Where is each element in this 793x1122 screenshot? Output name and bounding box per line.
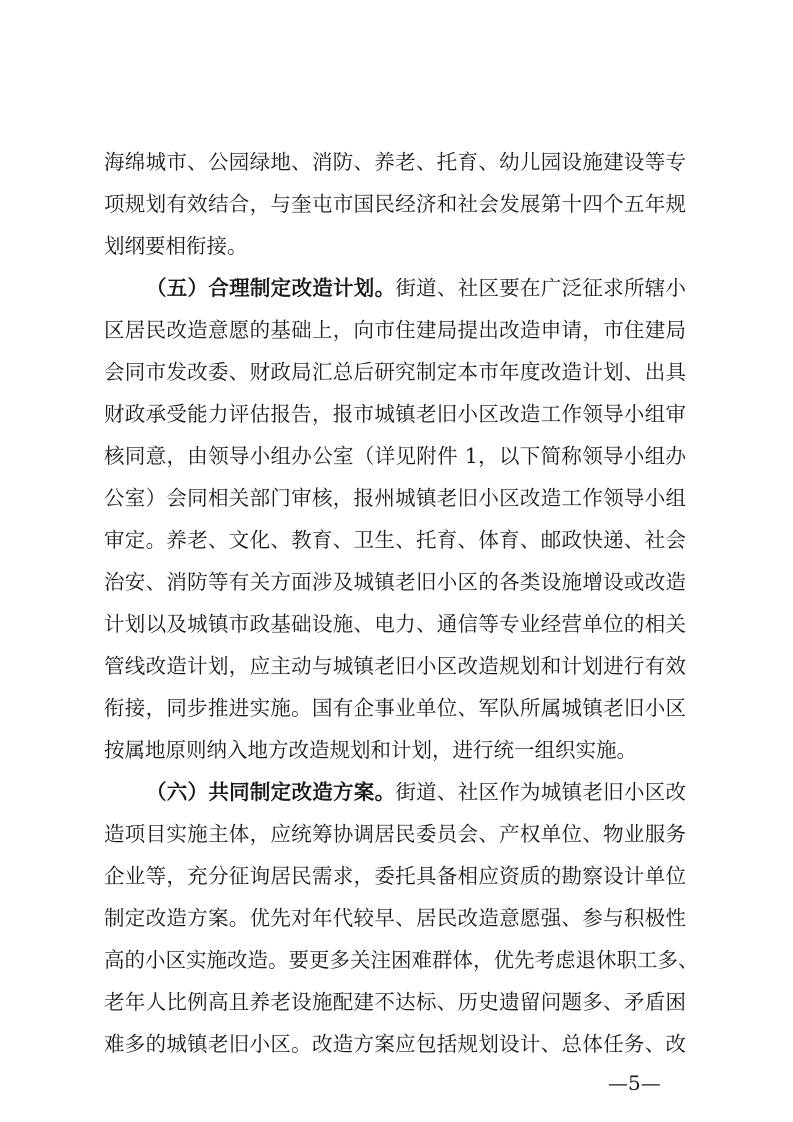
text-line: 老年人比例高且养老设施配建不达标、历史遗留问题多、矛盾困 bbox=[104, 990, 686, 1014]
text-line: 管线改造计划，应主动与城镇老旧小区改造规划和计划进行有效 bbox=[104, 654, 686, 678]
text-line: 造项目实施主体，应统筹协调居民委员会、产权单位、物业服务 bbox=[104, 822, 686, 846]
text-line: 企业等，充分征询居民需求，委托具备相应资质的勘察设计单位 bbox=[104, 864, 686, 888]
section-heading-6: （六）共同制定改造方案。 bbox=[146, 780, 396, 804]
text-line: 难多的城镇老旧小区。改造方案应包括规划设计、总体任务、改 bbox=[104, 1032, 686, 1056]
text-line: 审定。养老、文化、教育、卫生、托育、体育、邮政快递、社会 bbox=[104, 528, 686, 552]
text-line: 公室）会同相关部门审核，报州城镇老旧小区改造工作领导小组 bbox=[104, 486, 686, 510]
text-line: 划纲要相衔接。 bbox=[104, 234, 248, 258]
text-line: 治安、消防等有关方面涉及城镇老旧小区的各类设施增设或改造 bbox=[104, 570, 686, 594]
section-heading-5: （五）合理制定改造计划。 bbox=[146, 276, 396, 300]
text-line: 高的小区实施改造。要更多关注困难群体，优先考虑退休职工多、 bbox=[104, 948, 699, 972]
text-line: 海绵城市、公园绿地、消防、养老、托育、幼儿园设施建设等专 bbox=[104, 150, 686, 174]
text-line: 按属地原则纳入地方改造规划和计划，进行统一组织实施。 bbox=[104, 738, 637, 762]
text-line: 衔接，同步推进实施。国有企事业单位、军队所属城镇老旧小区 bbox=[104, 696, 686, 720]
text-line: 财政承受能力评估报告，报市城镇老旧小区改造工作领导小组审 bbox=[104, 402, 686, 426]
text-line: 区居民改造意愿的基础上，向市住建局提出改造申请，市住建局 bbox=[104, 318, 686, 342]
text-line: 项规划有效结合，与奎屯市国民经济和社会发展第十四个五年规 bbox=[104, 192, 686, 216]
text-line: 计划以及城镇市政基础设施、电力、通信等专业经营单位的相关 bbox=[104, 612, 686, 636]
text-line: 制定改造方案。优先对年代较早、居民改造意愿强、参与积极性 bbox=[104, 906, 686, 930]
section-heading-line: （五）合理制定改造计划。街道、社区要在广泛征求所辖小 bbox=[146, 276, 686, 300]
section-heading-line: （六）共同制定改造方案。街道、社区作为城镇老旧小区改 bbox=[146, 780, 686, 804]
text-line: 会同市发改委、财政局汇总后研究制定本市年度改造计划、出具 bbox=[104, 360, 686, 384]
page-number: —5— bbox=[608, 1071, 661, 1095]
text-line: 核同意，由领导小组办公室（详见附件 1，以下简称领导小组办 bbox=[104, 444, 686, 468]
